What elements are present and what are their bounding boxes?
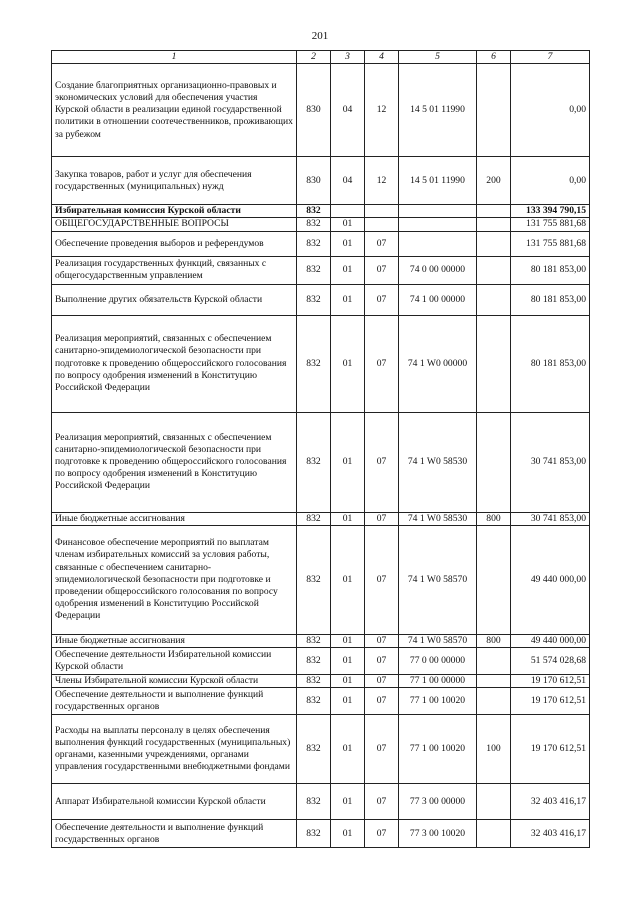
row-name: Обеспечение деятельности Избирательной комиссии Курской области — [52, 648, 297, 675]
row-csr: 77 1 00 00000 — [399, 675, 477, 688]
row-amount: 80 181 853,00 — [511, 315, 590, 412]
column-header: 1 — [52, 51, 297, 64]
budget-table — [51, 50, 590, 848]
row-pr: 07 — [365, 284, 399, 315]
row-csr: 77 1 00 10020 — [399, 688, 477, 715]
row-rz: 01 — [331, 256, 365, 284]
row-pr: 07 — [365, 648, 399, 675]
table-row — [52, 157, 590, 205]
row-pr: 07 — [365, 634, 399, 647]
row-name: Аппарат Избирательной комиссии Курской области — [52, 784, 297, 820]
row-gr: 832 — [297, 205, 331, 218]
row-rz — [331, 205, 365, 218]
row-csr — [399, 231, 477, 256]
row-amount: 0,00 — [511, 64, 590, 157]
row-vr — [477, 412, 511, 512]
row-gr: 832 — [297, 512, 331, 525]
row-rz: 01 — [331, 715, 365, 784]
row-name: Создание благоприятных организационно-правовых и экономических условий для обеспечения участия Курской области в реализации единой государственной политики в отношении соотечественников, проживающих за рубежом — [52, 64, 297, 157]
row-gr: 832 — [297, 284, 331, 315]
row-name: Расходы на выплаты персоналу в целях обеспечения выполнения функций государственных (муниципальных) органами, казенными учреждениями, органами управления государственными внебюджетными фондами — [52, 715, 297, 784]
table-row — [52, 315, 590, 412]
row-rz: 01 — [331, 315, 365, 412]
row-rz: 01 — [331, 688, 365, 715]
row-gr: 832 — [297, 412, 331, 512]
row-gr: 832 — [297, 525, 331, 634]
row-name: Обеспечение деятельности и выполнение функций государственных органов — [52, 820, 297, 848]
row-csr: 74 1 W0 00000 — [399, 315, 477, 412]
table-row — [52, 256, 590, 284]
row-csr: 14 5 01 11990 — [399, 157, 477, 205]
row-pr: 07 — [365, 315, 399, 412]
row-csr: 74 1 W0 58530 — [399, 512, 477, 525]
row-vr — [477, 688, 511, 715]
table-row — [52, 205, 590, 218]
row-name: Иные бюджетные ассигнования — [52, 634, 297, 647]
row-amount: 30 741 853,00 — [511, 412, 590, 512]
row-rz: 04 — [331, 157, 365, 205]
row-amount: 133 394 790,15 — [511, 205, 590, 218]
row-rz: 01 — [331, 231, 365, 256]
row-gr: 832 — [297, 315, 331, 412]
row-csr: 77 3 00 10020 — [399, 820, 477, 848]
row-rz: 04 — [331, 64, 365, 157]
row-gr: 830 — [297, 157, 331, 205]
row-vr — [477, 784, 511, 820]
table-row — [52, 634, 590, 647]
row-name: Закупка товаров, работ и услуг для обеспечения государственных (муниципальных) нужд — [52, 157, 297, 205]
row-vr — [477, 820, 511, 848]
row-csr: 74 0 00 00000 — [399, 256, 477, 284]
row-gr: 832 — [297, 256, 331, 284]
row-name: Финансовое обеспечение мероприятий по выплатам членам избирательных комиссий за условия работы, связанные с обеспечением санитарно-эпидемиологической безопасности при подготовке и проведении общероссийского голосования по вопросу одобрения изменений в Конституцию Российской Федерации — [52, 525, 297, 634]
row-rz: 01 — [331, 634, 365, 647]
table-row — [52, 688, 590, 715]
row-rz: 01 — [331, 675, 365, 688]
row-rz: 01 — [331, 512, 365, 525]
row-name: Обеспечение проведения выборов и референдумов — [52, 231, 297, 256]
row-pr: 12 — [365, 157, 399, 205]
row-csr: 14 5 01 11990 — [399, 64, 477, 157]
row-pr: 07 — [365, 256, 399, 284]
row-amount: 19 170 612,51 — [511, 715, 590, 784]
row-gr: 832 — [297, 634, 331, 647]
row-pr: 07 — [365, 412, 399, 512]
row-amount: 51 574 028,68 — [511, 648, 590, 675]
row-rz: 01 — [331, 525, 365, 634]
table-row — [52, 648, 590, 675]
row-csr: 74 1 W0 58570 — [399, 634, 477, 647]
row-csr — [399, 205, 477, 218]
row-csr: 74 1 W0 58530 — [399, 412, 477, 512]
row-name: Реализация мероприятий, связанных с обеспечением санитарно-эпидемиологической безопасности при подготовке к проведению общероссийского голосования по вопросу одобрения изменений в Конституцию Российской Федерации — [52, 412, 297, 512]
row-name: ОБЩЕГОСУДАРСТВЕННЫЕ ВОПРОСЫ — [52, 218, 297, 231]
row-csr: 74 1 W0 58570 — [399, 525, 477, 634]
table-row — [52, 284, 590, 315]
row-pr: 12 — [365, 64, 399, 157]
row-vr: 800 — [477, 512, 511, 525]
row-amount: 32 403 416,17 — [511, 784, 590, 820]
row-vr — [477, 231, 511, 256]
row-gr: 832 — [297, 688, 331, 715]
row-amount: 131 755 881,68 — [511, 231, 590, 256]
row-rz: 01 — [331, 784, 365, 820]
row-csr: 74 1 00 00000 — [399, 284, 477, 315]
row-gr: 832 — [297, 715, 331, 784]
row-gr: 830 — [297, 64, 331, 157]
row-pr: 07 — [365, 525, 399, 634]
row-gr: 832 — [297, 820, 331, 848]
row-name: Выполнение других обязательств Курской области — [52, 284, 297, 315]
row-amount: 19 170 612,51 — [511, 675, 590, 688]
table-row — [52, 218, 590, 231]
row-name: Обеспечение деятельности и выполнение функций государственных органов — [52, 688, 297, 715]
row-pr: 07 — [365, 512, 399, 525]
column-header: 3 — [331, 51, 365, 64]
header-row — [52, 51, 590, 64]
row-vr: 200 — [477, 157, 511, 205]
page-number: 201 — [311, 30, 329, 42]
row-name: Реализация мероприятий, связанных с обеспечением санитарно-эпидемиологической безопасности при подготовке к проведению общероссийского голосования по вопросу одобрения изменений в Конституцию Российской Федерации — [52, 315, 297, 412]
row-amount: 131 755 881,68 — [511, 218, 590, 231]
row-rz: 01 — [331, 284, 365, 315]
row-amount: 49 440 000,00 — [511, 525, 590, 634]
table-row — [52, 64, 590, 157]
row-csr — [399, 218, 477, 231]
row-gr: 832 — [297, 648, 331, 675]
row-amount: 32 403 416,17 — [511, 820, 590, 848]
row-csr: 77 3 00 00000 — [399, 784, 477, 820]
row-pr: 07 — [365, 231, 399, 256]
row-rz: 01 — [331, 820, 365, 848]
table-row — [52, 231, 590, 256]
row-vr: 800 — [477, 634, 511, 647]
row-gr: 832 — [297, 231, 331, 256]
row-vr — [477, 675, 511, 688]
row-amount: 49 440 000,00 — [511, 634, 590, 647]
row-vr — [477, 218, 511, 231]
row-vr — [477, 648, 511, 675]
table-row — [52, 525, 590, 634]
row-amount: 80 181 853,00 — [511, 284, 590, 315]
row-csr: 77 1 00 10020 — [399, 715, 477, 784]
row-name: Реализация государственных функций, связанных с общегосударственным управлением — [52, 256, 297, 284]
row-pr: 07 — [365, 784, 399, 820]
row-name: Члены Избирательной комиссии Курской области — [52, 675, 297, 688]
row-gr: 832 — [297, 675, 331, 688]
row-rz: 01 — [331, 648, 365, 675]
column-header: 4 — [365, 51, 399, 64]
row-amount: 0,00 — [511, 157, 590, 205]
table-row — [52, 675, 590, 688]
table-row — [52, 715, 590, 784]
row-pr — [365, 218, 399, 231]
table-row — [52, 512, 590, 525]
row-vr — [477, 284, 511, 315]
column-header: 7 — [511, 51, 590, 64]
row-pr: 07 — [365, 820, 399, 848]
column-header: 2 — [297, 51, 331, 64]
row-pr: 07 — [365, 715, 399, 784]
row-vr — [477, 256, 511, 284]
table-row — [52, 820, 590, 848]
row-vr — [477, 64, 511, 157]
row-vr — [477, 525, 511, 634]
row-name: Избирательная комиссия Курской области — [52, 205, 297, 218]
row-pr: 07 — [365, 675, 399, 688]
table-row — [52, 784, 590, 820]
row-pr: 07 — [365, 688, 399, 715]
row-amount: 80 181 853,00 — [511, 256, 590, 284]
column-header: 6 — [477, 51, 511, 64]
row-rz: 01 — [331, 218, 365, 231]
table-row — [52, 412, 590, 512]
row-vr: 100 — [477, 715, 511, 784]
row-vr — [477, 315, 511, 412]
row-rz: 01 — [331, 412, 365, 512]
row-name: Иные бюджетные ассигнования — [52, 512, 297, 525]
row-gr: 832 — [297, 218, 331, 231]
row-csr: 77 0 00 00000 — [399, 648, 477, 675]
row-gr: 832 — [297, 784, 331, 820]
column-header: 5 — [399, 51, 477, 64]
row-amount: 19 170 612,51 — [511, 688, 590, 715]
row-amount: 30 741 853,00 — [511, 512, 590, 525]
row-pr — [365, 205, 399, 218]
row-vr — [477, 205, 511, 218]
